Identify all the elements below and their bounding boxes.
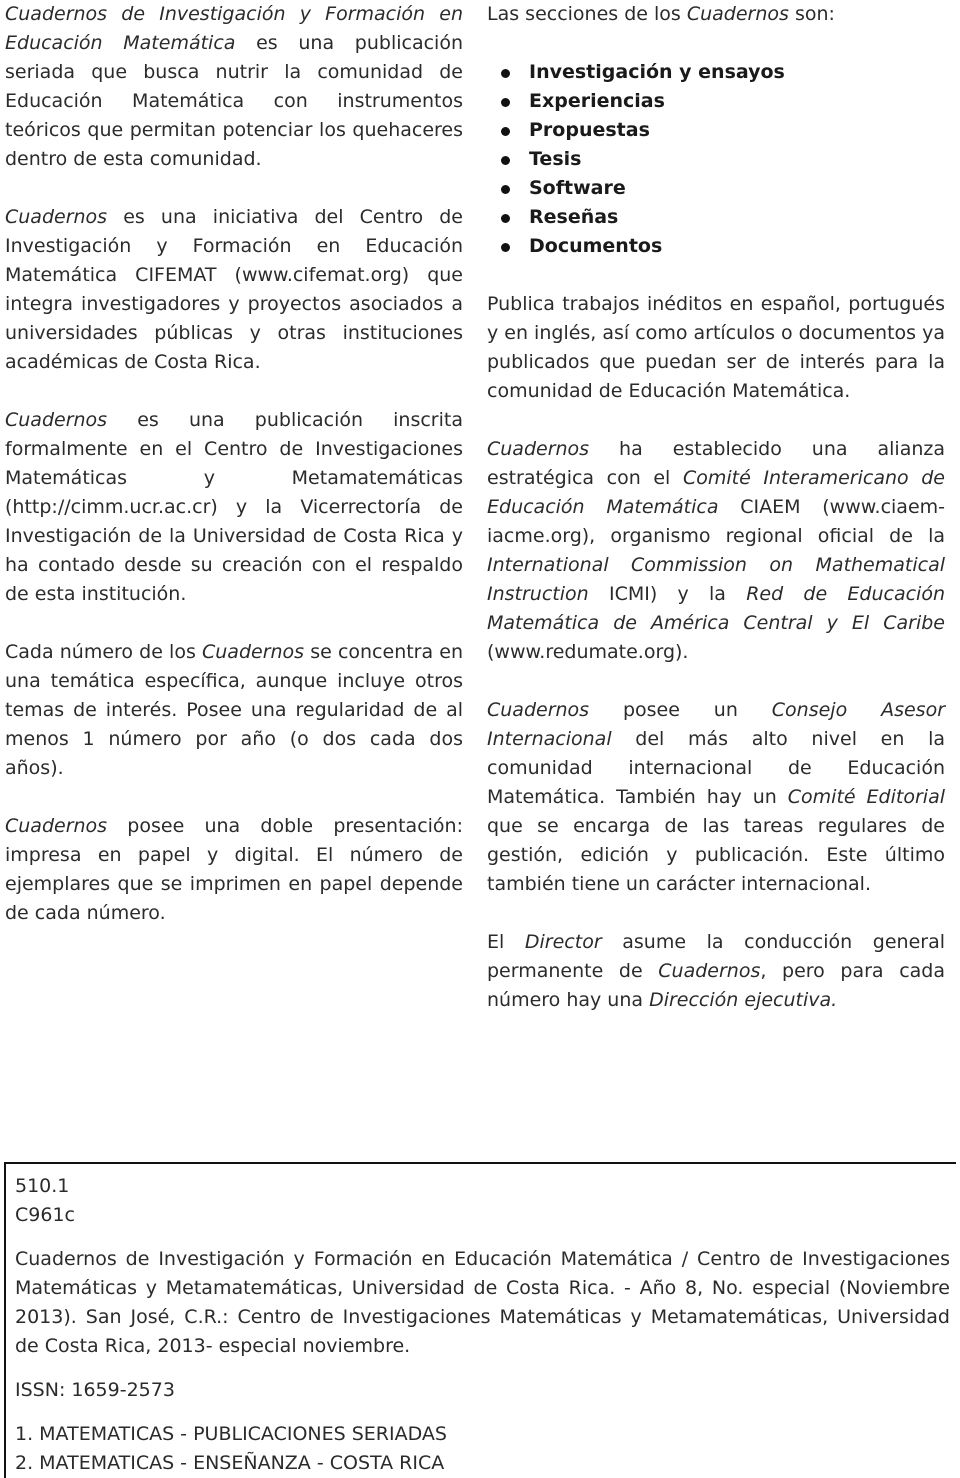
italic-run: Comité Interamericano de Educación Matemática [487, 467, 946, 518]
italic-run: Comité Editorial [787, 786, 945, 808]
section-item: Software [501, 174, 945, 203]
text-run: ha establecido una alianza estratégica con el [487, 438, 945, 489]
italic-run: Red de Educación Matemática de América Central y El Caribe [487, 583, 945, 634]
catalog-class-number: 510.1 [15, 1175, 70, 1197]
text-run: es una iniciativa del Centro de Investigación y Formación en Educación Matemática CIFEMAT (www.cifemat.org) que integra investigadores y proyectos asociados a universidades públicas y otras instituciones académicas de Costa Rica. [5, 206, 463, 373]
catalog-description: Cuadernos de Investigación y Formación en Educación Matemática / Centro de Investigaciones Matemáticas y Metamatemáticas, Universidad de Costa Rica. - Año 8, No. especial (Noviembre 2013). San José, C.R.: Centro de Investigaciones Matemáticas y Metamatemáticas, Universidad de Costa Rica, 2013- especial noviembre. [15, 1248, 950, 1357]
text-run: son: [788, 3, 835, 25]
text-run: asume la conducción general permanente de [487, 931, 945, 982]
sections-list [487, 58, 945, 261]
italic-run: Consejo Asesor Internacional [487, 699, 946, 750]
text-run: posee una doble presentación: impresa en papel y digital. El número de ejemplares que se imprimen en papel depende de cada número. [5, 815, 463, 924]
italic-run: Dirección ejecutiva. [649, 989, 838, 1011]
text-run: Las secciones de los [487, 3, 687, 25]
catalog-cutter: C961c [15, 1204, 75, 1226]
sections-intro [487, 0, 945, 29]
left-column [5, 0, 463, 928]
italic-run: Cuadernos [487, 699, 590, 721]
italic-run: Cuadernos [5, 409, 108, 431]
right-paragraph-4 [487, 928, 945, 1015]
text-run: que se encarga de las tareas regulares de gestión, edición y publicación. Este último también tiene un carácter internacional. [487, 815, 945, 895]
catalog-subject-1: 1. MATEMATICAS - PUBLICACIONES SERIADAS [15, 1423, 447, 1445]
section-item: Documentos [501, 232, 945, 261]
italic-run: Cuadernos [202, 641, 305, 663]
text-run: CIAEM (www.ciaem-iacme.org), organismo regional oficial de la [487, 496, 945, 547]
italic-run: International Commission on Mathematical Instruction [487, 554, 945, 605]
text-run: (www.redumate.org). [487, 641, 689, 663]
italic-run: Director [524, 931, 602, 953]
italic-run: Cuadernos [5, 206, 108, 228]
text-run: ICMI) y la [588, 583, 747, 605]
catalog-record [4, 1162, 956, 1478]
section-item: Tesis [501, 145, 945, 174]
text-run: Cada número de los [5, 641, 202, 663]
right-column [487, 0, 945, 1015]
catalog-issn: ISSN: 1659-2573 [15, 1379, 175, 1401]
left-paragraph-5 [5, 812, 463, 928]
text-run: El [487, 931, 525, 953]
italic-run: Cuadernos de Investigación y Formación en Educación Matemática [5, 3, 463, 54]
section-item: Experiencias [501, 87, 945, 116]
italic-run: Cuadernos [487, 438, 590, 460]
text-run: , pero para cada número hay una [487, 960, 945, 1011]
right-paragraph-2 [487, 435, 945, 667]
section-item: Reseñas [501, 203, 945, 232]
section-item: Investigación y ensayos [501, 58, 945, 87]
right-paragraph-1 [487, 290, 945, 406]
italic-run: Cuadernos [686, 3, 789, 25]
left-paragraph-1 [5, 0, 463, 174]
italic-run: Cuadernos [658, 960, 761, 982]
right-paragraphs [487, 290, 945, 1015]
italic-run: Cuadernos [5, 815, 108, 837]
right-paragraph-3 [487, 696, 945, 899]
text-run: del más alto nivel en la comunidad internacional de Educación Matemática. También hay un [487, 728, 945, 808]
left-paragraph-3 [5, 406, 463, 609]
text-run: posee un [589, 699, 772, 721]
text-run: es una publicación inscrita formalmente en el Centro de Investigaciones Matemáticas y Metamatemáticas (http://cimm.ucr.ac.cr) y la Vicerrectoría de Investigación de la Universidad de Costa Rica y ha contado desde su creación con el respaldo de esta institución. [5, 409, 463, 605]
left-paragraph-2 [5, 203, 463, 377]
catalog-subject-2: 2. MATEMATICAS - ENSEÑANZA - COSTA RICA [15, 1452, 445, 1474]
section-item: Propuestas [501, 116, 945, 145]
text-run: se concentra en una temática específica, aunque incluye otros temas de interés. Posee una regularidad de al menos 1 número por año (o dos cada dos años). [5, 641, 464, 779]
text-run: Publica trabajos inéditos en español, portugués y en inglés, así como artículos o documentos ya publicados que puedan ser de interés para la comunidad de Educación Matemática. [487, 293, 945, 402]
left-paragraph-4 [5, 638, 463, 783]
text-run: es una publicación seriada que busca nutrir la comunidad de Educación Matemática con instrumentos teóricos que permitan potenciar los quehaceres dentro de esta comunidad. [5, 32, 463, 170]
